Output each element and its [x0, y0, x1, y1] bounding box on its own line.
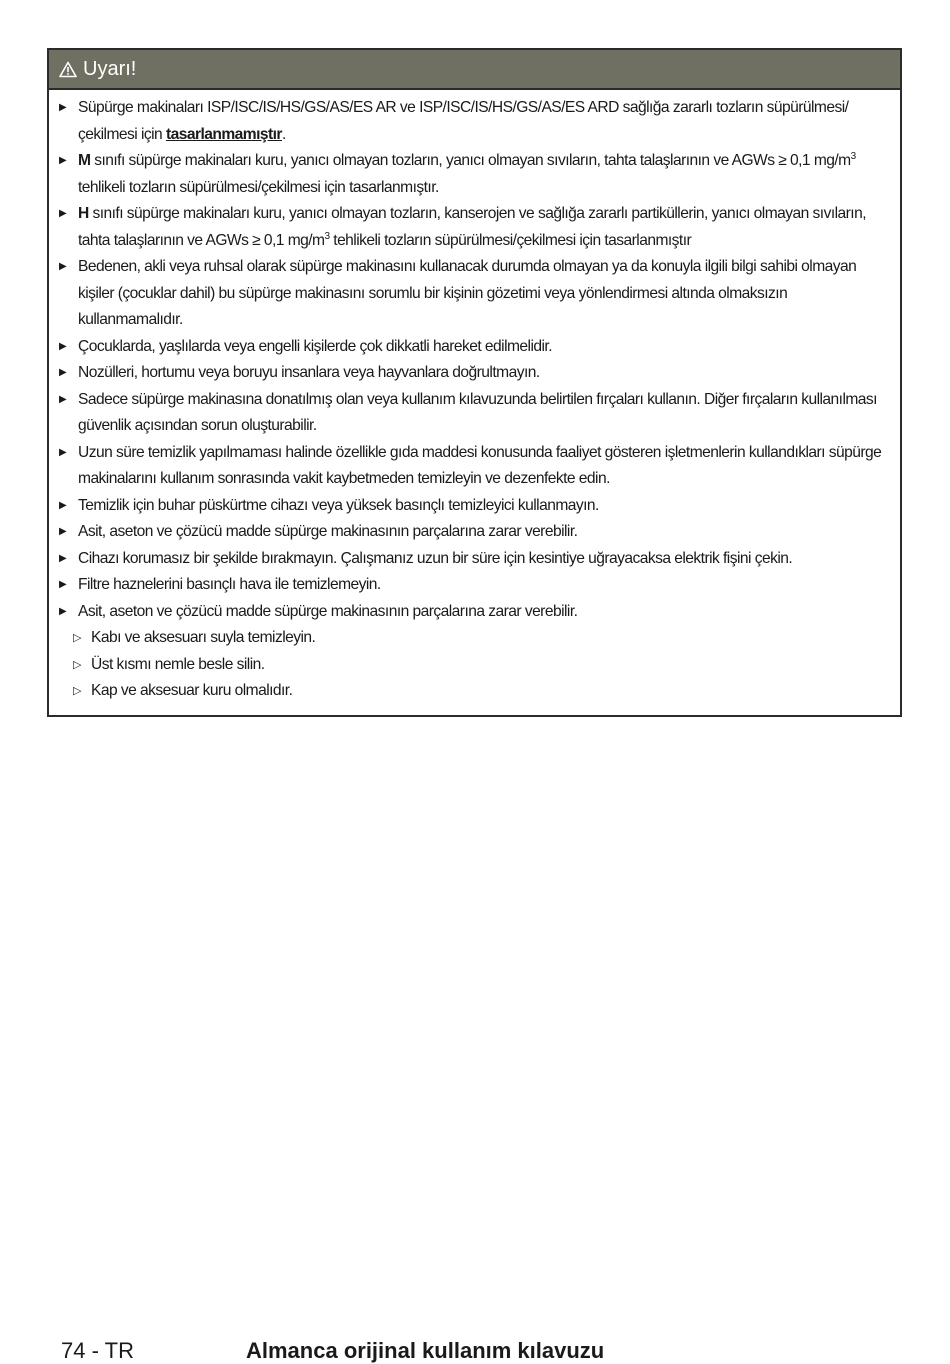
item-lead: H	[78, 205, 89, 222]
list-item	[59, 519, 890, 546]
outline-triangle-bullet-icon: ▷	[73, 658, 81, 671]
item-text: sınıfı süpürge makinaları kuru, yanıcı olmayan tozların, yanıcı olmayan sıvıların, tahta talaşlarının ve AGWs ≥ 0,1 mg/m	[90, 152, 851, 169]
item-text: Nozülleri, hortumu veya boruyu insanlara veya hayvanlara doğrultmayın.	[78, 364, 540, 381]
item-sup: 3	[324, 230, 330, 242]
list-item	[59, 254, 890, 334]
item-lead: M	[78, 152, 91, 169]
page-number: 74 - TR	[61, 1338, 134, 1363]
list-item	[59, 334, 890, 361]
warning-title: Uyarı!	[83, 57, 137, 80]
triangle-bullet-icon: ▶	[59, 579, 67, 590]
item-emphasis: tasarlanmamıştır	[165, 125, 282, 143]
warning-header	[49, 50, 900, 90]
item-text: sınıfı süpürge makinaları kuru, yanıcı olmayan tozların, kanserojen ve sağlığa zararlı partiküllerin, yanıcı olmayan sıvıların, tahta talaşlarının ve AGWs ≥ 0,1 mg/m	[78, 205, 866, 249]
triangle-bullet-icon: ▶	[59, 155, 67, 166]
item-text: Filtre haznelerini basınçlı hava ile temizlemeyin.	[78, 576, 381, 593]
triangle-bullet-icon: ▶	[59, 499, 67, 511]
item-text: Kap ve aksesuar kuru olmalıdır.	[91, 682, 293, 699]
sub-list-item	[59, 652, 890, 679]
item-text: Asit, aseton ve çözücü madde süpürge makinasının parçalarına zarar verebilir.	[78, 602, 578, 620]
outline-triangle-bullet-icon: ▷	[73, 632, 81, 644]
triangle-bullet-icon: ▶	[59, 526, 67, 537]
footer-title: Almanca orijinal kullanım kılavuzu	[246, 1338, 605, 1363]
warning-list	[49, 90, 900, 705]
triangle-bullet-icon: ▶	[59, 367, 67, 378]
triangle-bullet-icon: ▶	[59, 446, 67, 458]
list-item	[59, 95, 890, 148]
item-tail: tehlikeli tozların süpürülmesi/çekilmesi için tasarlanmıştır	[329, 231, 692, 249]
list-item	[59, 148, 890, 201]
triangle-bullet-icon: ▶	[59, 208, 67, 219]
item-text: Cihazı korumasız bir şekilde bırakmayın. Çalışmanız uzun bir süre için kesintiye uğrayacaksa elektrik fişini çekin.	[78, 549, 793, 567]
triangle-bullet-icon: ▶	[59, 102, 67, 113]
item-text: Üst kısmı nemle besle silin.	[91, 655, 265, 673]
item-text: Kabı ve aksesuarı suyla temizleyin.	[91, 629, 316, 646]
list-item	[59, 201, 890, 254]
item-tail: tehlikeli tozların süpürülmesi/çekilmesi için tasarlanmıştır.	[78, 178, 439, 196]
list-item	[59, 493, 890, 520]
item-sup: 3	[850, 150, 856, 162]
warning-triangle-icon	[59, 61, 77, 78]
list-item	[59, 440, 890, 493]
triangle-bullet-icon: ▶	[59, 552, 67, 564]
sub-list-item	[59, 625, 890, 652]
list-item	[59, 387, 890, 440]
triangle-bullet-icon: ▶	[59, 605, 67, 617]
warning-box	[47, 48, 902, 717]
list-item	[59, 546, 890, 573]
list-item	[59, 599, 890, 626]
list-item	[59, 572, 890, 599]
triangle-bullet-icon: ▶	[59, 261, 67, 272]
triangle-bullet-icon: ▶	[59, 393, 67, 405]
item-tail: .	[281, 125, 286, 143]
item-text: Çocuklarda, yaşlılarda veya engelli kişilerde çok dikkatli hareket edilmelidir.	[78, 337, 552, 355]
item-text: Uzun süre temizlik yapılmaması halinde özellikle gıda maddesi konusunda faaliyet gösteren işletmenlerin kullandıkları süpürge makinalarını kullanım sonrasında vakit kaybetmeden temizleyin ve dezenfekte edin.	[78, 443, 882, 487]
item-text: Sadece süpürge makinasına donatılmış olan veya kullanım kılavuzunda belirtilen fırçaları kullanın. Diğer fırçaların kullanılması güvenlik açısından sorun oluşturabilir.	[78, 390, 877, 434]
list-item	[59, 360, 890, 387]
item-text: Bedenen, akli veya ruhsal olarak süpürge makinasını kullanacak durumda olmayan ya da konuyla ilgili bilgi sahibi olmayan kişiler (çocuklar dahil) bu süpürge makinasını sorumlu bir kişinin gözetimi veya yönlendirmesi altında olmaksızın kullanmamalıdır.	[78, 258, 857, 328]
outline-triangle-bullet-icon: ▷	[73, 685, 81, 697]
item-text: Asit, aseton ve çözücü madde süpürge makinasının parçalarına zarar verebilir.	[78, 523, 578, 540]
item-text: Süpürge makinaları ISP/ISC/IS/HS/GS/AS/ES AR ve ISP/ISC/IS/HS/GS/AS/ES ARD sağlığa zararlı tozların süpürülmesi/çekilmesi için	[78, 99, 849, 143]
sub-list-item	[59, 678, 890, 705]
item-text: Temizlik için buhar püskürtme cihazı veya yüksek basınçlı temizleyici kullanmayın.	[78, 496, 599, 514]
triangle-bullet-icon: ▶	[59, 340, 67, 352]
